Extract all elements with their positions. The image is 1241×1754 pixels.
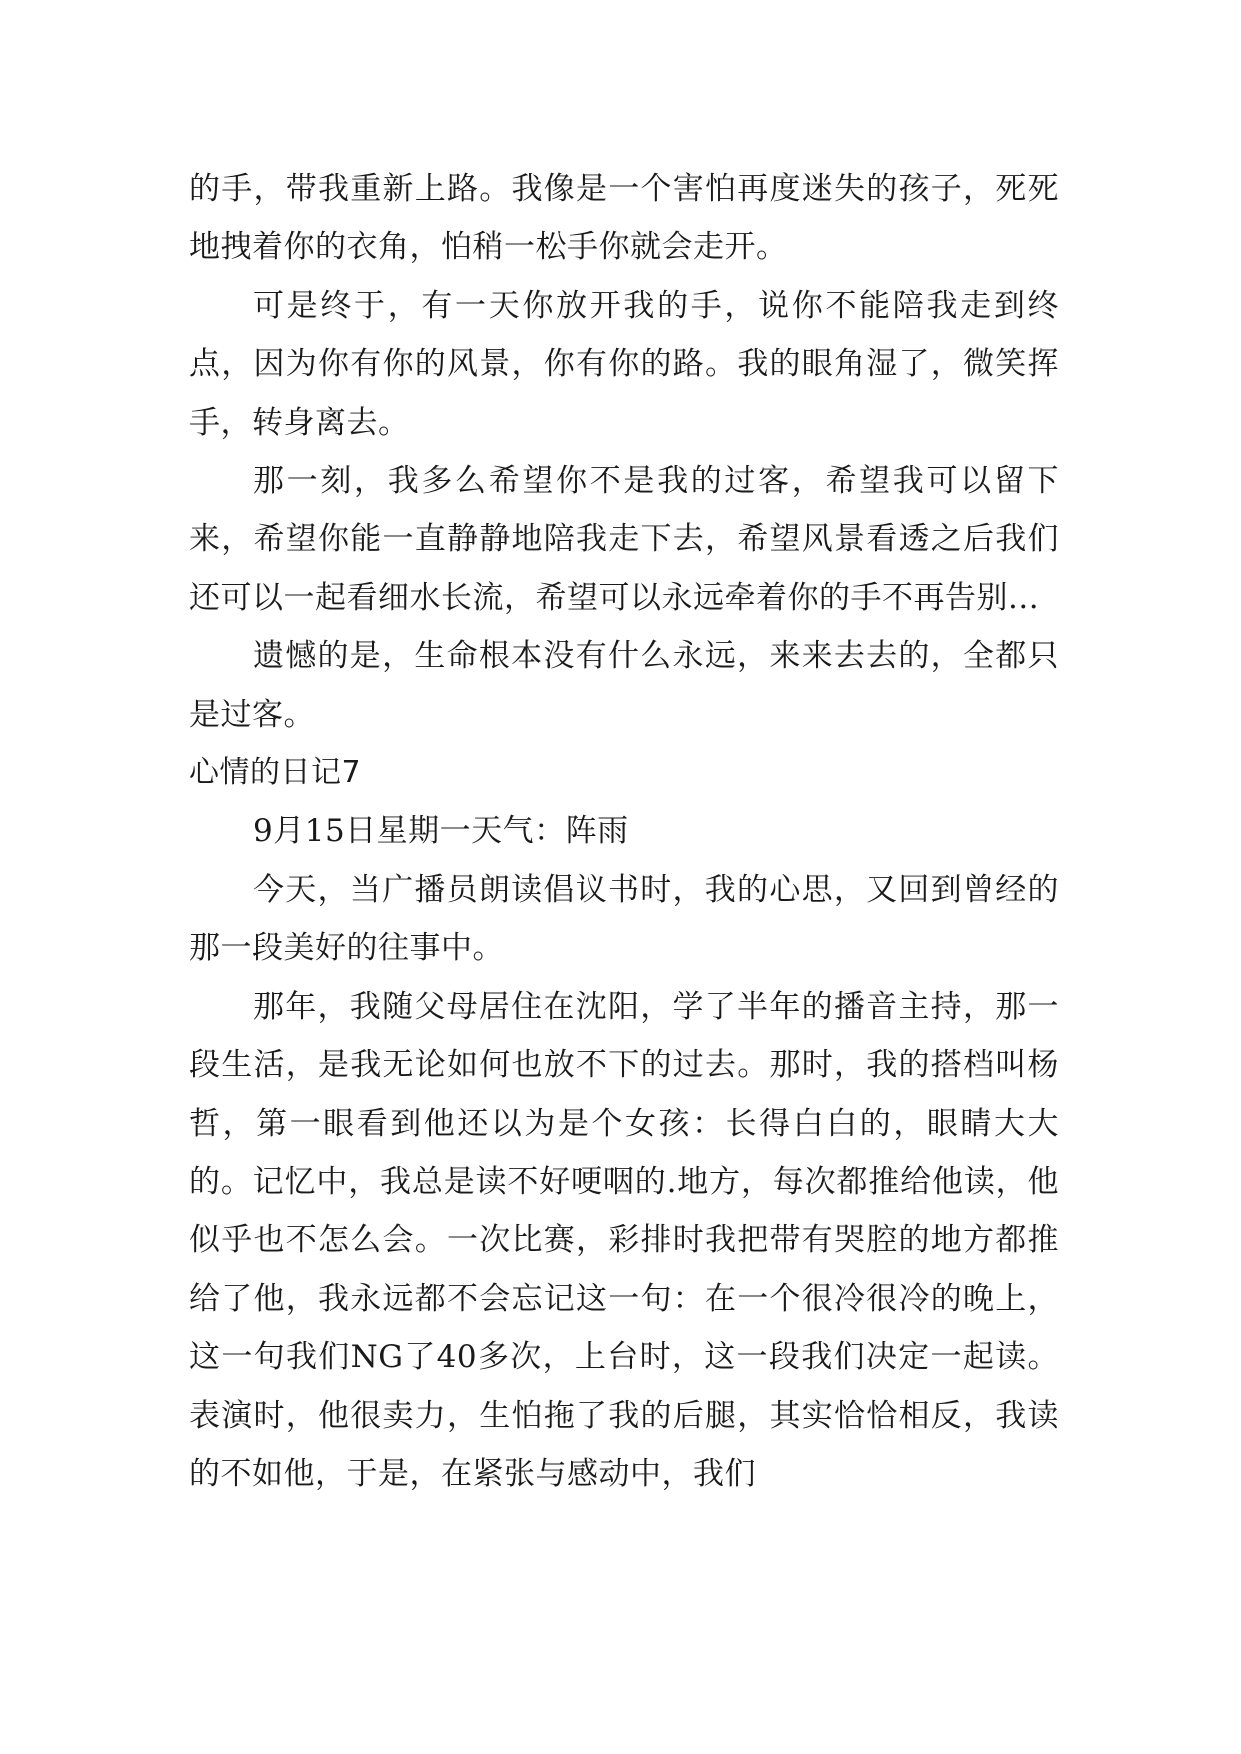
paragraph-2: 可是终于，有一天你放开我的手，说你不能陪我走到终点，因为你有你的风景，你有你的路。我的眼角湿了，微笑挥手，转身离去。 bbox=[189, 287, 1059, 441]
paragraph-3: 那一刻，我多么希望你不是我的过客，希望我可以留下来，希望你能一直静静地陪我走下去，希望风景看透之后我们还可以一起看细水长流，希望可以永远牵着你的手不再告别... bbox=[189, 463, 1059, 616]
diary-date-line: 9月15日星期一天气：阵雨 bbox=[253, 813, 629, 850]
paragraph-1: 的手，带我重新上路。我像是一个害怕再度迷失的孩子，死死地拽着你的衣角，怕稍一松手你就会走开。 bbox=[189, 171, 1059, 266]
section-heading: 心情的日记7 bbox=[189, 755, 362, 791]
paragraph-4: 遗憾的是，生命根本没有什么永远，来来去去的，全都只是过客。 bbox=[189, 638, 1059, 733]
paragraph-6: 那年，我随父母居住在沈阳，学了半年的播音主持，那一段生活，是我无论如何也放不下的过去。那时，我的搭档叫杨哲，第一眼看到他还以为是个女孩：长得白白的，眼睛大大的。记忆中，我总是读不好哽咽的.地方，每次都推给他读，他似乎也不怎么会。一次比赛，彩排时我把带有哭腔的地方都推给了他，我永远都不会忘记这一句：在一个很冷很冷的晚上，这一句我们NG了40多次，上台时，这一段我们决定一起读。表演时，他很卖力，生怕拖了我的后腿，其实恰恰相反，我读的不如他，于是，在紧张与感动中，我们 bbox=[189, 988, 1059, 1492]
paragraph-5: 今天，当广播员朗读倡议书时，我的心思，又回到曾经的那一段美好的往事中。 bbox=[189, 871, 1059, 967]
document-body bbox=[189, 160, 1059, 1503]
